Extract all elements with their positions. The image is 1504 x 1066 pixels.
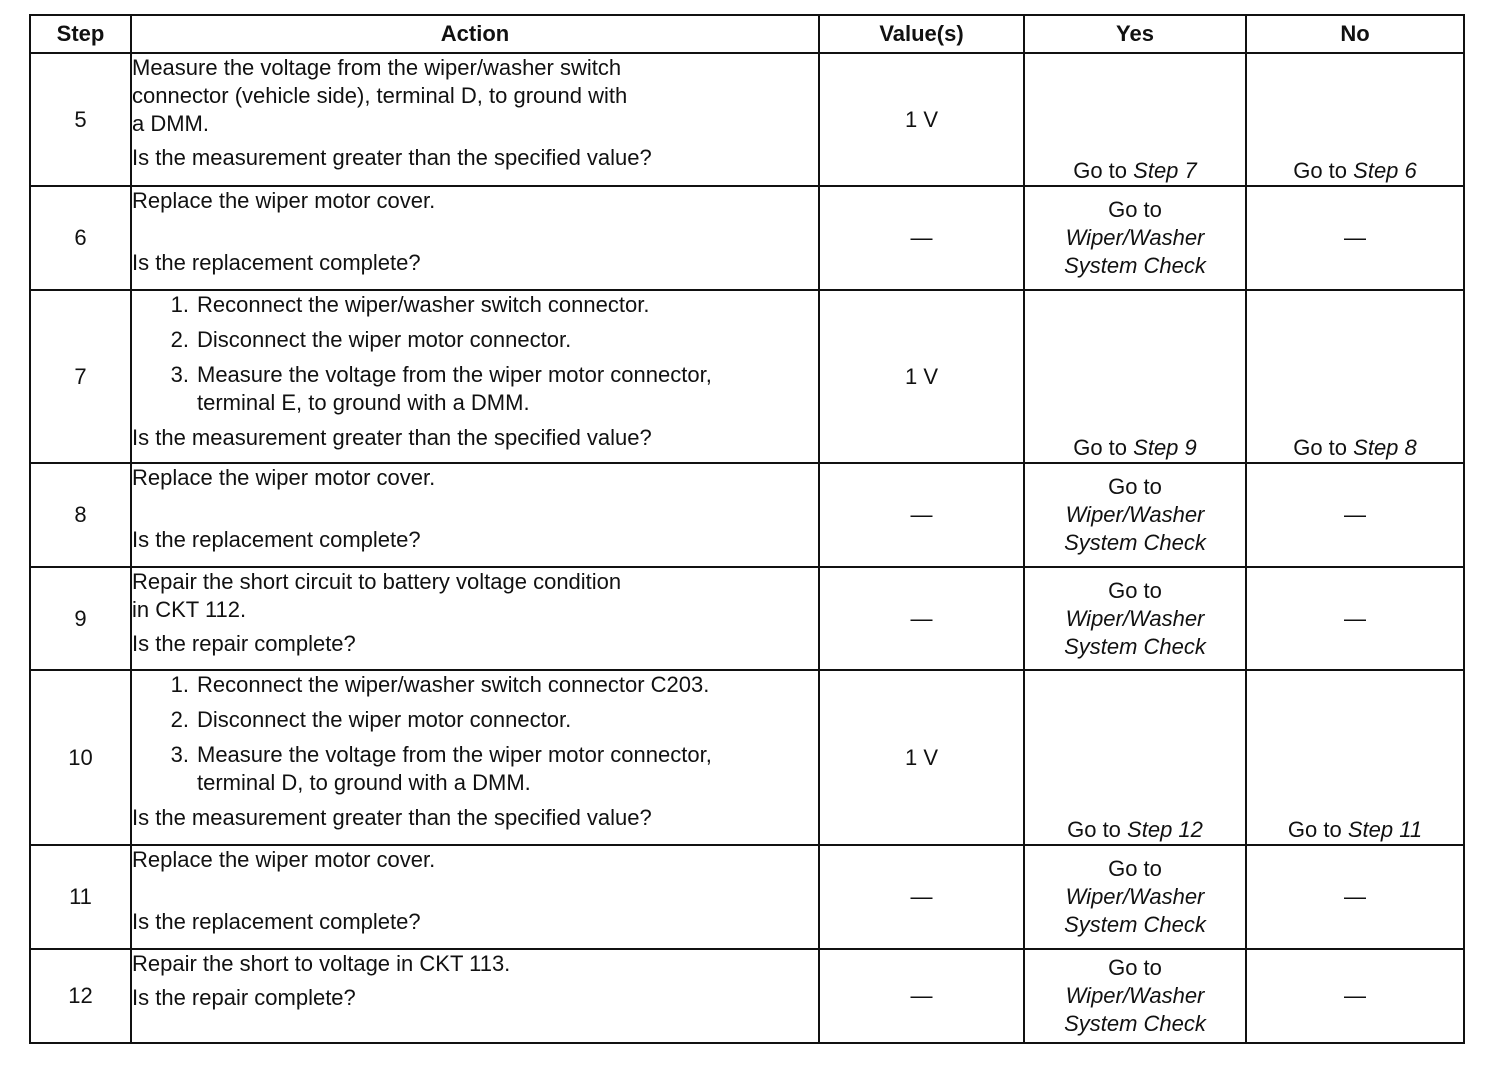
list-number: 3. [170, 362, 189, 387]
action-question: Is the measurement greater than the specified value? [132, 145, 652, 170]
value-cell [819, 463, 1024, 567]
goto-system-check-link[interactable] [1025, 982, 1245, 1038]
yes-cell [1024, 845, 1246, 949]
header-values: Value(s) [819, 15, 1024, 53]
action-cell [131, 845, 819, 949]
step-number: 11 [30, 845, 131, 949]
goto-system-check-link[interactable] [1025, 501, 1245, 557]
no-cell [1246, 290, 1464, 463]
dash: — [1344, 983, 1366, 1008]
goto-prefix: Go to [1293, 158, 1348, 183]
action-question: Is the replacement complete? [132, 527, 421, 552]
system-check-line: System Check [1064, 1011, 1206, 1036]
list-text: Disconnect the wiper motor connector. [197, 327, 572, 352]
numbered-steps [132, 671, 818, 797]
no-cell [1246, 845, 1464, 949]
step-number: 10 [30, 670, 131, 845]
table-row-step-8 [30, 463, 1464, 567]
no-cell [1246, 567, 1464, 670]
table-row-step-12 [30, 949, 1464, 1043]
action-text: Repair the short to voltage in CKT 113. [132, 951, 511, 976]
header-row [30, 15, 1464, 53]
goto-prefix: Go to [1073, 435, 1128, 460]
goto-step-link[interactable]: Step 8 [1353, 435, 1417, 460]
yes-cell [1024, 567, 1246, 670]
goto-prefix: Go to [1067, 817, 1121, 842]
action-question: Is the repair complete? [132, 631, 356, 656]
action-cell [131, 567, 819, 670]
goto-step-link[interactable]: Step 7 [1133, 158, 1197, 183]
action-cell [131, 186, 819, 290]
value-cell: 1 V [819, 290, 1024, 463]
system-check-line: Wiper/Washer [1065, 225, 1205, 250]
yes-cell [1024, 53, 1246, 186]
action-cell [131, 53, 819, 186]
goto-prefix: Go to [1293, 435, 1348, 460]
diagnostic-table [29, 14, 1465, 1044]
action-question: Is the replacement complete? [132, 250, 421, 275]
header-no: No [1246, 15, 1464, 53]
system-check-line: Wiper/Washer [1065, 884, 1205, 909]
table-row-step-9 [30, 567, 1464, 670]
list-number: 1. [170, 292, 189, 317]
action-text [132, 54, 818, 138]
list-item [132, 741, 818, 797]
action-line: Measure the voltage from the wiper/washer switch [132, 55, 622, 80]
action-cell [131, 670, 819, 845]
list-line: Measure the voltage from the wiper motor connector, [197, 362, 712, 387]
dash: — [1344, 502, 1366, 527]
step-number: 7 [30, 290, 131, 463]
action-line: Repair the short circuit to battery voltage condition [132, 569, 622, 594]
step-number: 12 [30, 949, 131, 1043]
yes-cell [1024, 290, 1246, 463]
action-cell [131, 290, 819, 463]
list-number: 2. [170, 707, 189, 732]
table-row-step-7 [30, 290, 1464, 463]
list-item [132, 706, 818, 734]
action-text: Replace the wiper motor cover. [132, 847, 436, 872]
system-check-line: Wiper/Washer [1065, 605, 1205, 631]
value-cell [819, 567, 1024, 670]
goto-prefix: Go to [1108, 197, 1162, 222]
table-row-step-10 [30, 670, 1464, 845]
no-cell [1246, 949, 1464, 1043]
table-row-step-5 [30, 53, 1464, 186]
action-question: Is the repair complete? [132, 985, 356, 1010]
value-cell: 1 V [819, 53, 1024, 186]
yes-cell [1024, 949, 1246, 1043]
step-number: 8 [30, 463, 131, 567]
goto-step-link[interactable]: Step 9 [1133, 435, 1197, 460]
step-number: 6 [30, 186, 131, 290]
action-question: Is the replacement complete? [132, 909, 421, 934]
list-text: Disconnect the wiper motor connector. [197, 707, 572, 732]
value-cell [819, 845, 1024, 949]
action-text: Replace the wiper motor cover. [132, 465, 436, 490]
list-line: terminal D, to ground with a DMM. [197, 770, 531, 795]
system-check-line: System Check [1064, 912, 1206, 937]
dash: — [910, 884, 933, 909]
action-question: Is the measurement greater than the specified value? [132, 425, 652, 450]
list-item [132, 326, 818, 354]
list-number: 2. [170, 327, 189, 352]
goto-prefix: Go to [1108, 856, 1162, 881]
dash: — [910, 502, 933, 527]
action-text [132, 568, 818, 624]
goto-prefix: Go to [1108, 955, 1162, 980]
goto-prefix: Go to [1108, 577, 1162, 603]
no-cell [1246, 463, 1464, 567]
goto-step-link[interactable]: Step 12 [1127, 817, 1203, 842]
list-line: Measure the voltage from the wiper motor connector, [197, 742, 712, 767]
value-cell: 1 V [819, 670, 1024, 845]
goto-prefix: Go to [1073, 158, 1128, 183]
system-check-line: Wiper/Washer [1065, 983, 1205, 1008]
goto-step-link[interactable]: Step 11 [1347, 817, 1423, 842]
list-line: terminal E, to ground with a DMM. [197, 390, 530, 415]
system-check-line: System Check [1064, 253, 1206, 278]
goto-system-check-link[interactable] [1025, 224, 1245, 280]
goto-step-link[interactable]: Step 6 [1353, 158, 1417, 183]
yes-cell [1024, 463, 1246, 567]
step-number: 9 [30, 567, 131, 670]
yes-cell [1024, 670, 1246, 845]
step-number: 5 [30, 53, 131, 186]
list-text [197, 361, 818, 417]
action-line: a DMM. [132, 111, 209, 136]
value-cell [819, 949, 1024, 1043]
value-cell [819, 186, 1024, 290]
action-line: connector (vehicle side), terminal D, to ground with [132, 83, 628, 108]
list-item [132, 361, 818, 417]
list-item [132, 291, 818, 319]
no-cell [1246, 186, 1464, 290]
list-number: 1. [170, 672, 189, 697]
goto-prefix: Go to [1108, 474, 1162, 499]
list-item [132, 671, 818, 699]
list-text [197, 741, 818, 797]
goto-system-check-link[interactable] [1025, 605, 1245, 661]
goto-system-check-link[interactable] [1025, 883, 1245, 939]
table-row-step-11 [30, 845, 1464, 949]
dash: — [1344, 605, 1366, 631]
header-step: Step [30, 15, 131, 53]
table-row-step-6 [30, 186, 1464, 290]
list-text: Reconnect the wiper/washer switch connector. [197, 292, 650, 317]
action-text: Replace the wiper motor cover. [132, 188, 436, 213]
header-yes: Yes [1024, 15, 1246, 53]
system-check-line: System Check [1064, 530, 1206, 555]
no-cell [1246, 670, 1464, 845]
dash: — [910, 225, 933, 250]
list-number: 3. [170, 742, 189, 767]
header-action: Action [131, 15, 819, 53]
action-cell [131, 463, 819, 567]
no-cell [1246, 53, 1464, 186]
action-cell [131, 949, 819, 1043]
numbered-steps [132, 291, 818, 417]
goto-prefix: Go to [1287, 817, 1342, 842]
dash: — [910, 983, 933, 1008]
system-check-line: Wiper/Washer [1065, 502, 1205, 527]
dash: — [1344, 225, 1366, 250]
list-text: Reconnect the wiper/washer switch connector C203. [197, 672, 710, 697]
dash: — [1344, 884, 1366, 909]
action-line: in CKT 112. [132, 597, 247, 622]
dash: — [910, 605, 933, 631]
system-check-line: System Check [1064, 633, 1206, 659]
action-question: Is the measurement greater than the specified value? [132, 805, 652, 830]
yes-cell [1024, 186, 1246, 290]
